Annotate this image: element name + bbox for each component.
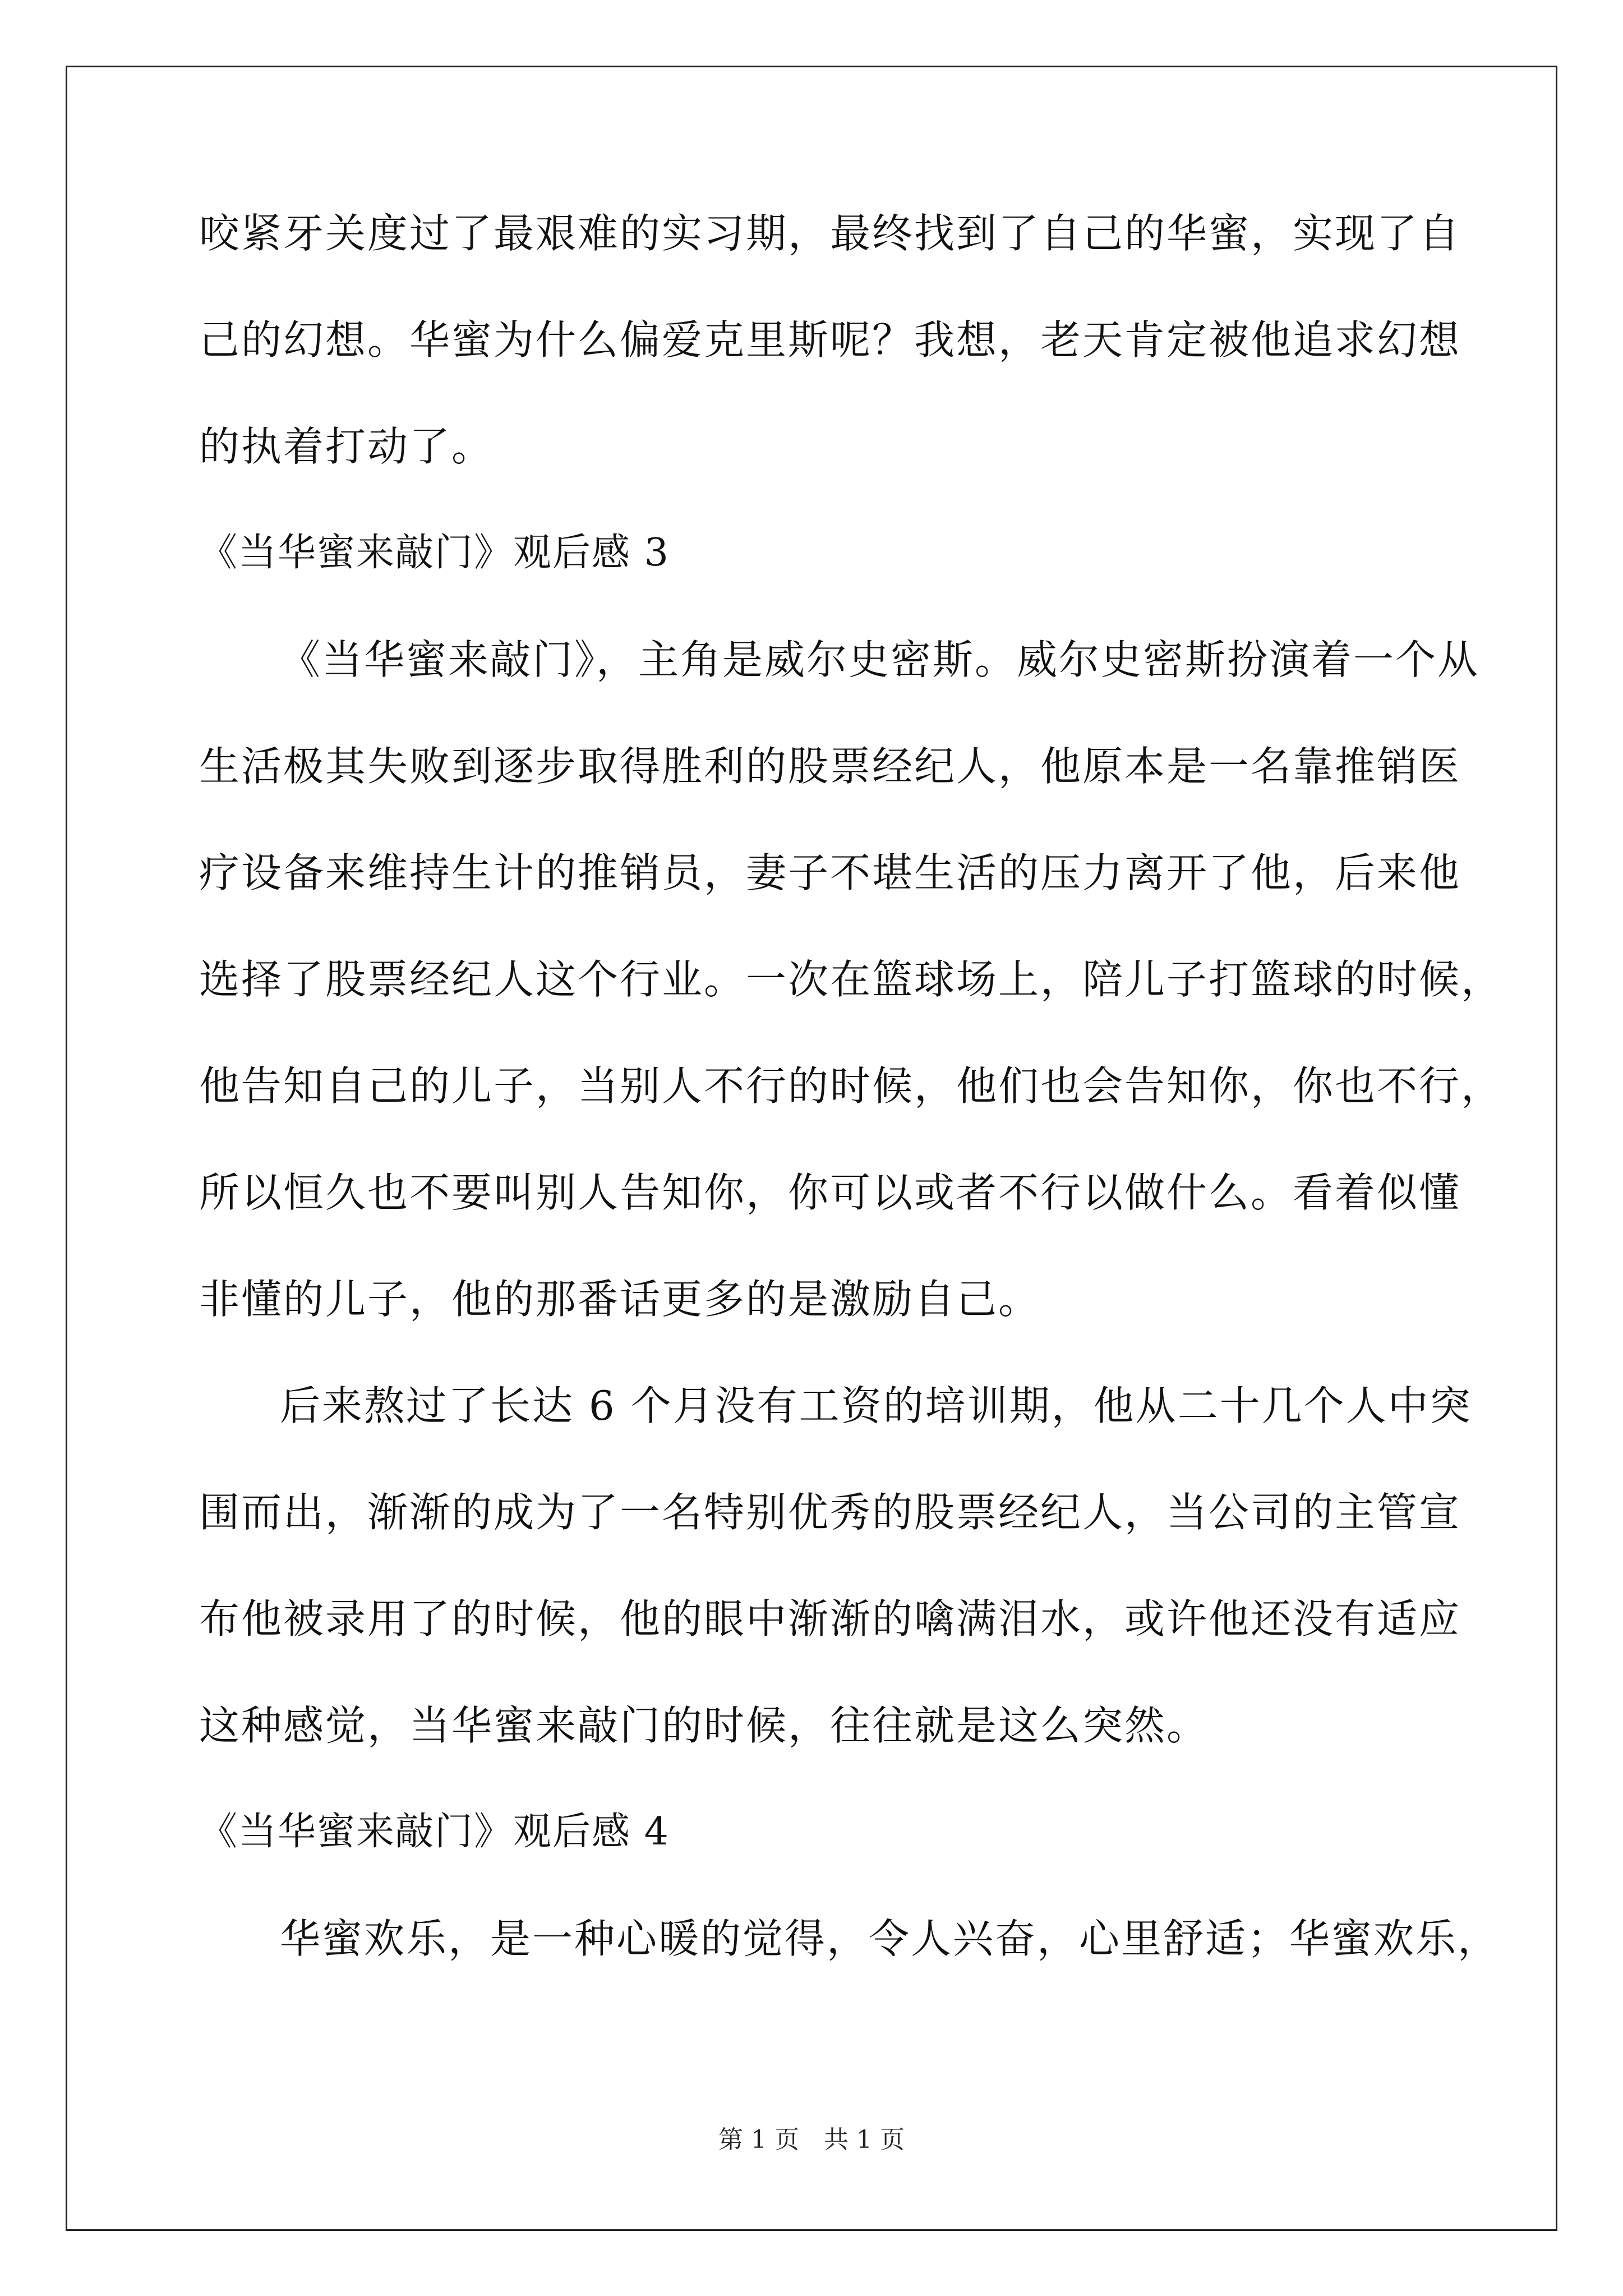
document-body [199,210,1504,2025]
paragraph-line: 华蜜欢乐，是一种心暖的觉得，令人兴奋，心里舒适；华蜜欢乐， [280,1915,1500,1962]
section-heading: 《当华蜜来敲门》观后感 3 [199,531,670,575]
paragraph-line: 己的幻想。华蜜为什么偏爱克里斯呢？我想，老天肯定被他追求幻想 [199,316,1461,364]
paragraph-line: 他告知自己的儿子，当别人不行的时候，他们也会告知你，你也不行， [199,1062,1504,1110]
paragraph-line: 的执着打动了。 [199,423,494,470]
paragraph-line: 布他被录用了的时候，他的眼中渐渐的噙满泪水，或许他还没有适应 [199,1595,1461,1642]
section-heading: 《当华蜜来敲门》观后感 4 [199,1810,670,1854]
paragraph-line: 非懂的儿子，他的那番话更多的是激励自己。 [199,1276,1041,1323]
paragraph-line: 围而出，渐渐的成为了一名特别优秀的股票经纪人，当公司的主管宣 [199,1489,1461,1536]
paragraph-line: 所以恒久也不要叫别人告知你，你可以或者不行以做什么。看着似懂 [199,1169,1461,1216]
paragraph-line: 疗设备来维持生计的推销员，妻子不堪生活的压力离开了他，后来他 [199,849,1461,896]
paragraph-line: 选择了股票经纪人这个行业。一次在篮球场上，陪儿子打篮球的时候， [199,956,1504,1003]
paragraph-line: 生活极其失败到逐步取得胜利的股票经纪人，他原本是一名靠推销医 [199,743,1461,790]
paragraph-line: 《当华蜜来敲门》，主角是威尔史密斯。威尔史密斯扮演着一个从 [280,636,1480,683]
page-footer: 第 1 页 共 1 页 [718,2125,905,2154]
paragraph-line: 咬紧牙关度过了最艰难的实习期，最终找到了自己的华蜜，实现了自 [199,210,1461,257]
paragraph-line: 这种感觉，当华蜜来敲门的时候，往往就是这么突然。 [199,1702,1209,1749]
paragraph-line: 后来熬过了长达 6 个月没有工资的培训期，他从二十几个人中突 [280,1382,1472,1429]
